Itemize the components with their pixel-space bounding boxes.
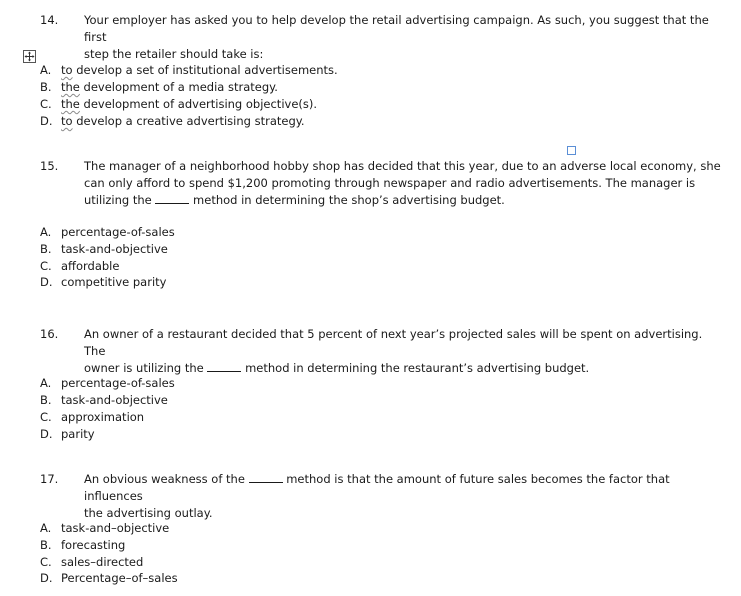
anchor-box-icon[interactable] xyxy=(567,146,576,155)
question-16-option-a xyxy=(40,375,175,392)
option-letter: A. xyxy=(40,63,52,77)
option-text: forecasting xyxy=(61,538,126,552)
question-14-option-d xyxy=(40,113,305,130)
option-letter: D. xyxy=(40,114,53,128)
option-text: competitive parity xyxy=(61,275,167,289)
option-text: develop a set of institutional advertisements. xyxy=(72,63,338,77)
answer-blank xyxy=(207,361,241,372)
question-15-line-3-after: method in determining the shop’s advertising budget. xyxy=(193,193,505,207)
question-15-number: 15. xyxy=(40,159,59,173)
question-15-option-d xyxy=(40,274,166,291)
answer-blank xyxy=(155,193,189,204)
question-14-text xyxy=(84,12,724,63)
option-text: develop a creative advertising strategy. xyxy=(72,114,305,128)
option-first-word: the xyxy=(61,97,80,111)
option-text: affordable xyxy=(61,259,120,273)
option-text: parity xyxy=(61,427,95,441)
option-text: percentage-of-sales xyxy=(61,376,175,390)
question-14-number: 14. xyxy=(40,13,59,27)
option-text: sales–directed xyxy=(61,555,144,569)
question-14-option-b xyxy=(40,79,278,96)
question-17-line-2: the advertising outlay. xyxy=(84,506,213,520)
option-text: task-and–objective xyxy=(61,521,170,535)
question-17-line-1-after: method is that the amount of future sales becomes the factor that influences xyxy=(84,472,670,503)
option-text: percentage-of-sales xyxy=(61,225,175,239)
question-17-option-c xyxy=(40,554,143,571)
option-letter: A. xyxy=(40,225,52,239)
question-15-line-3-before: utilizing the xyxy=(84,193,152,207)
question-17-text xyxy=(84,471,724,522)
option-letter: C. xyxy=(40,97,52,111)
question-15-line-1: The manager of a neighborhood hobby shop has decided that this year, due to an adverse local economy, she xyxy=(84,159,721,173)
option-letter: C. xyxy=(40,410,52,424)
question-17-option-b xyxy=(40,537,125,554)
question-17-option-a xyxy=(40,520,169,537)
option-letter: D. xyxy=(40,427,53,441)
option-first-word: the xyxy=(61,80,80,94)
question-16-option-d xyxy=(40,426,95,443)
option-letter: A. xyxy=(40,521,52,535)
question-15-line-2: can only afford to spend $1,200 promoting through newspaper and radio advertisements. The manager is xyxy=(84,176,696,190)
question-14-line-1: Your employer has asked you to help develop the retail advertising campaign. As such, you suggest that the first xyxy=(84,13,709,44)
option-text: task-and-objective xyxy=(61,242,168,256)
move-handle-icon[interactable] xyxy=(23,50,36,63)
question-15-option-a xyxy=(40,224,175,241)
option-text: task-and-objective xyxy=(61,393,168,407)
answer-blank xyxy=(249,472,283,483)
option-text: development of advertising objective(s). xyxy=(79,97,318,111)
question-16-text xyxy=(84,326,724,377)
option-letter: C. xyxy=(40,555,52,569)
option-text: Percentage–of–sales xyxy=(61,571,178,585)
question-17-number: 17. xyxy=(40,472,59,486)
option-first-word: to xyxy=(61,63,73,77)
question-14-option-c xyxy=(40,96,317,113)
question-15-text xyxy=(84,158,724,209)
option-text: development of a media strategy. xyxy=(79,80,278,94)
option-letter: D. xyxy=(40,571,53,585)
question-16-line-2-after: method in determining the restaurant’s advertising budget. xyxy=(245,361,590,375)
question-15-option-b xyxy=(40,241,168,258)
option-letter: B. xyxy=(40,393,52,407)
question-16-line-2 xyxy=(84,360,724,377)
question-16-number: 16. xyxy=(40,327,59,341)
option-letter: A. xyxy=(40,376,52,390)
question-16-line-2-before: owner is utilizing the xyxy=(84,361,204,375)
question-16-option-c xyxy=(40,409,144,426)
option-letter: D. xyxy=(40,275,53,289)
question-17-line-1 xyxy=(84,471,724,505)
option-letter: C. xyxy=(40,259,52,273)
option-letter: B. xyxy=(40,242,52,256)
question-14-option-a xyxy=(40,62,338,79)
question-15-line-3 xyxy=(84,192,724,209)
question-17-line-1-before: An obvious weakness of the xyxy=(84,472,245,486)
option-first-word: to xyxy=(61,114,73,128)
question-17-option-d xyxy=(40,570,178,587)
option-letter: B. xyxy=(40,538,52,552)
option-letter: B. xyxy=(40,80,52,94)
question-14-line-2: step the retailer should take is: xyxy=(84,47,264,61)
question-16-line-1: An owner of a restaurant decided that 5 percent of next year’s projected sales will be spent on advertising. The xyxy=(84,327,703,358)
question-15-option-c xyxy=(40,258,119,275)
question-16-option-b xyxy=(40,392,168,409)
option-text: approximation xyxy=(61,410,145,424)
